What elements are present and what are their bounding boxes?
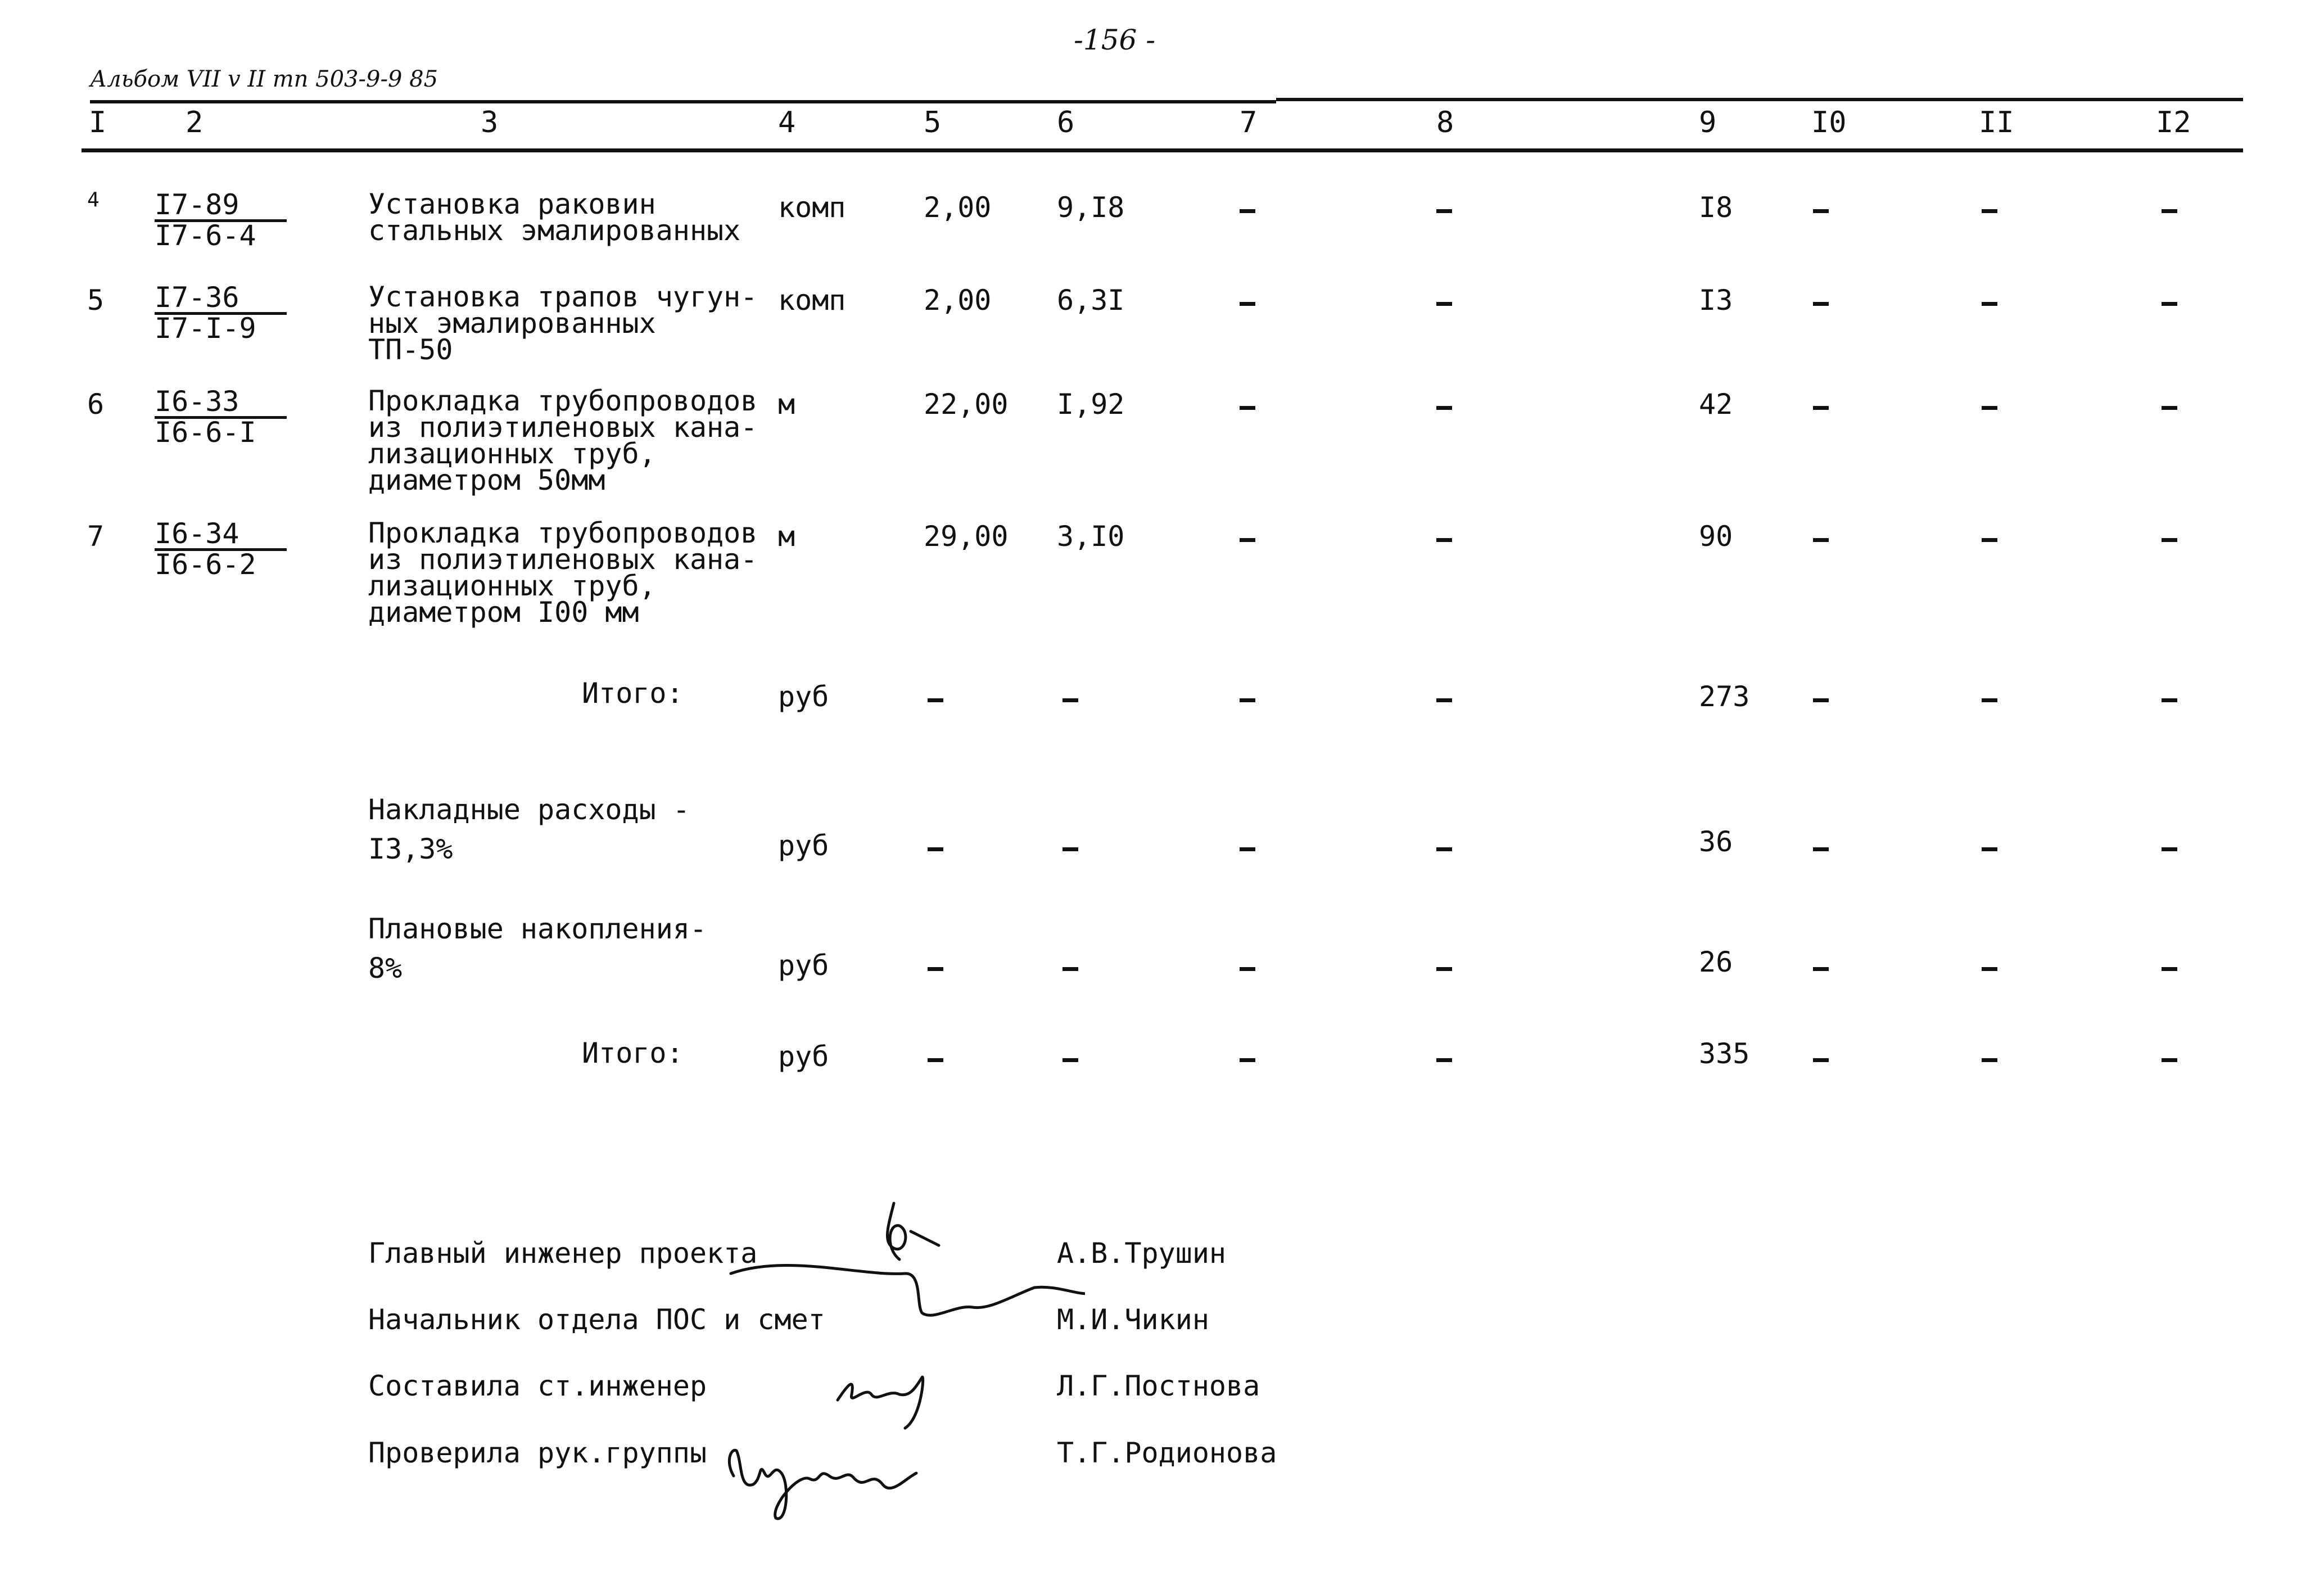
signature-role: Главный инженер проекта <box>368 1237 758 1270</box>
code-cell <box>155 188 287 252</box>
col8-dash <box>1436 302 1452 306</box>
header-top-rule-right <box>1276 98 2243 101</box>
description: Установка раковин стальных эмалированных <box>368 188 741 247</box>
price: 6,3I <box>1057 284 1125 317</box>
col10-dash <box>1813 967 1829 971</box>
col-header-3: 3 <box>481 106 499 139</box>
col6-dash <box>1062 698 1078 702</box>
col-header-12: I2 <box>2156 106 2191 139</box>
code-bottom: I7-6-4 <box>155 219 256 252</box>
row-number: 4 <box>87 188 100 211</box>
summary-total: 26 <box>1699 946 1733 978</box>
col8-dash <box>1436 406 1452 410</box>
col5-dash <box>928 847 943 851</box>
code-top: I7-89 <box>155 191 287 222</box>
col10-dash <box>1813 406 1829 410</box>
header-bottom-rule <box>82 148 2243 152</box>
row-number: 6 <box>87 388 105 421</box>
col5-dash <box>928 1058 943 1062</box>
unit: комп <box>778 284 846 317</box>
col12-dash <box>2162 406 2177 410</box>
total-cost: 42 <box>1699 388 1733 421</box>
summary-label: Плановые накопления- 8% <box>368 913 707 985</box>
col-header-6: 6 <box>1057 106 1075 139</box>
col-header-11: II <box>1979 106 2014 139</box>
col-header-8: 8 <box>1436 106 1454 139</box>
description: Прокладка трубопроводов из полиэтиленовых кана- лизационных труб, диаметром 50мм <box>368 385 758 496</box>
summary-total: 36 <box>1699 825 1733 858</box>
page-number: -156 - <box>1074 24 1156 56</box>
col-header-1: I <box>89 106 107 139</box>
quantity: 2,00 <box>924 191 992 224</box>
col11-dash <box>1982 1058 1997 1062</box>
unit: комп <box>778 191 846 224</box>
col11-dash <box>1982 698 1997 702</box>
unit: м <box>778 520 795 553</box>
total-cost: 90 <box>1699 520 1733 553</box>
col7-dash <box>1240 406 1255 410</box>
col10-dash <box>1813 302 1829 306</box>
col10-dash <box>1813 698 1829 702</box>
signature-role: Составила ст.инженер <box>368 1370 707 1402</box>
quantity: 22,00 <box>924 388 1009 421</box>
col12-dash <box>2162 967 2177 971</box>
code-cell <box>155 385 287 449</box>
col12-dash <box>2162 847 2177 851</box>
total-cost: I3 <box>1699 284 1733 317</box>
summary-unit: руб <box>778 1040 829 1073</box>
code-top: I7-36 <box>155 284 287 315</box>
col11-dash <box>1982 302 1997 306</box>
code-cell <box>155 281 287 345</box>
signature-name: М.И.Чикин <box>1057 1303 1209 1336</box>
col11-dash <box>1982 209 1997 213</box>
code-bottom: I6-6-I <box>155 416 256 449</box>
summary-label: Итого: <box>582 677 684 710</box>
col7-dash <box>1240 967 1255 971</box>
price: I,92 <box>1057 388 1125 421</box>
col10-dash <box>1813 847 1829 851</box>
col12-dash <box>2162 1058 2177 1062</box>
col7-dash <box>1240 698 1255 702</box>
price: 9,I8 <box>1057 191 1125 224</box>
unit: м <box>778 388 795 421</box>
col-header-10: I0 <box>1811 106 1847 139</box>
summary-label: Итого: <box>582 1037 684 1069</box>
col10-dash <box>1813 209 1829 213</box>
row-number: 7 <box>87 520 105 553</box>
col7-dash <box>1240 1058 1255 1062</box>
col7-dash <box>1240 538 1255 542</box>
col11-dash <box>1982 406 1997 410</box>
col8-dash <box>1436 538 1452 542</box>
col-header-7: 7 <box>1240 106 1258 139</box>
col6-dash <box>1062 847 1078 851</box>
signature-role: Начальник отдела ПОС и смет <box>368 1303 825 1336</box>
col8-dash <box>1436 1058 1452 1062</box>
col12-dash <box>2162 209 2177 213</box>
code-cell <box>155 517 287 581</box>
col11-dash <box>1982 847 1997 851</box>
row-number: 5 <box>87 284 105 317</box>
col7-dash <box>1240 847 1255 851</box>
handwritten-signatures <box>720 1192 1085 1529</box>
col5-dash <box>928 967 943 971</box>
summary-label: Накладные расходы - I3,3% <box>368 793 690 865</box>
col-header-2: 2 <box>186 106 204 139</box>
code-top: I6-34 <box>155 520 287 551</box>
summary-total: 335 <box>1699 1037 1750 1070</box>
col11-dash <box>1982 967 1997 971</box>
col5-dash <box>928 698 943 702</box>
summary-unit: руб <box>778 949 829 982</box>
col11-dash <box>1982 538 1997 542</box>
col12-dash <box>2162 302 2177 306</box>
quantity: 29,00 <box>924 520 1009 553</box>
col8-dash <box>1436 847 1452 851</box>
code-top: I6-33 <box>155 388 287 419</box>
signature-name: Т.Г.Родионова <box>1057 1437 1277 1469</box>
col6-dash <box>1062 967 1078 971</box>
col8-dash <box>1436 209 1452 213</box>
album-label: Альбом VII v II тп 503-9-9 85 <box>90 66 438 92</box>
signature-name: Л.Г.Постнова <box>1057 1370 1260 1402</box>
col12-dash <box>2162 698 2177 702</box>
code-bottom: I6-6-2 <box>155 548 256 581</box>
code-bottom: I7-I-9 <box>155 312 256 345</box>
header-top-rule <box>90 100 1276 103</box>
col-header-5: 5 <box>924 106 942 139</box>
col7-dash <box>1240 302 1255 306</box>
col6-dash <box>1062 1058 1078 1062</box>
col10-dash <box>1813 538 1829 542</box>
signature-name: А.В.Трушин <box>1057 1237 1227 1270</box>
col-header-9: 9 <box>1699 106 1717 139</box>
signature-role: Проверила рук.группы <box>368 1437 707 1469</box>
total-cost: I8 <box>1699 191 1733 224</box>
col10-dash <box>1813 1058 1829 1062</box>
price: 3,I0 <box>1057 520 1125 553</box>
col12-dash <box>2162 538 2177 542</box>
summary-unit: руб <box>778 680 829 713</box>
summary-total: 273 <box>1699 680 1750 713</box>
col7-dash <box>1240 209 1255 213</box>
description: Прокладка трубопроводов из полиэтиленовых кана- лизационных труб, диаметром I00 мм <box>368 517 758 629</box>
summary-unit: руб <box>778 829 829 862</box>
col8-dash <box>1436 698 1452 702</box>
col8-dash <box>1436 967 1452 971</box>
description: Установка трапов чугун- ных эмалированных ТП-50 <box>368 281 758 366</box>
quantity: 2,00 <box>924 284 992 317</box>
col-header-4: 4 <box>778 106 796 139</box>
